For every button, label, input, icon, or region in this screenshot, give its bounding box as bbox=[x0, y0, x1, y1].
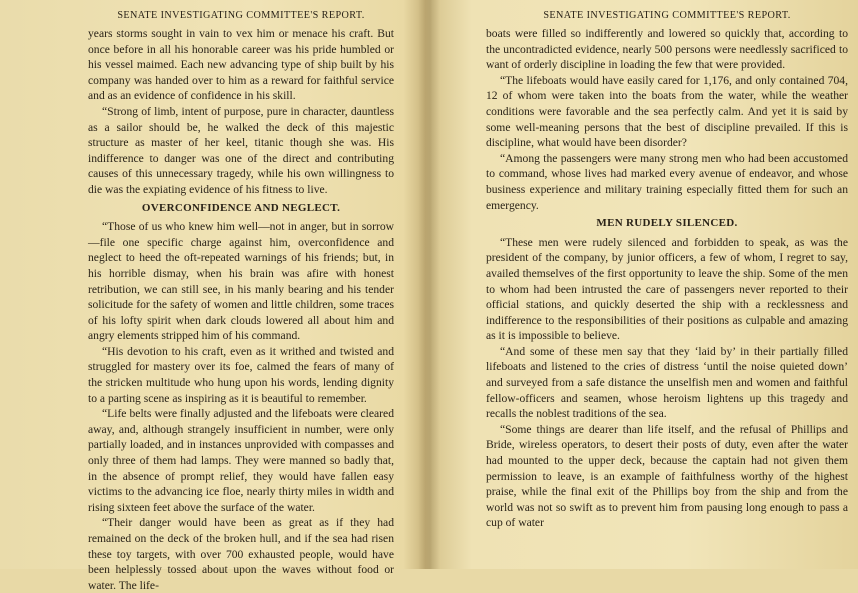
left-paragraph: “Their danger would have been as great as if they had remained on the deck of the broken hull, and if the sea had risen these toy targets, with over 700 exhausted people, would have been helplessly tossed about upon the waves without food or water. The life- bbox=[88, 516, 394, 592]
right-running-head: SENATE INVESTIGATING COMMITTEE'S REPORT. bbox=[543, 10, 791, 21]
left-page bbox=[88, 8, 394, 593]
book-gutter bbox=[418, 0, 440, 569]
left-paragraph: years storms sought in vain to vex him or menace his craft. But once before in all his honorable career was his pride humbled or his vessel maimed. Each new advancing type of ship built by his company was handed over to him as a reward for faithful service and as an evidence of confidence in his skill. bbox=[88, 27, 394, 103]
left-paragraph: “Those of us who knew him well—not in anger, but in sorrow—file one specific charge against him, overconfidence and neglect to heed the oft-repeated warnings of his friends; but, in his horrible dismay, when his brain was afire with honest retribution, we can still see, in his manly bearing and his tender solicitude for the safety of women and little children, some traces of his lofty spirit when dark clouds lowered all about him and angry elements stripped him of his command. bbox=[88, 220, 394, 343]
left-paragraph: “Life belts were finally adjusted and the lifeboats were cleared away, and, although strangely insufficient in number, were only partially loaded, and in instances unprovided with compasses and only three of them had lamps. They were manned so badly that, in the absence of prompt relief, they would have fallen easy victims to the advancing ice floe, nearly thirty miles in width and rising sixteen feet above the surface of the water. bbox=[88, 407, 394, 514]
right-paragraph: boats were filled so indifferently and lowered so quickly that, according to the uncontradicted evidence, nearly 500 persons were needlessly sacrificed to want of orderly discipline in loading the few that were provided. bbox=[486, 27, 848, 72]
right-paragraph: “The lifeboats would have easily cared for 1,176, and only contained 704, 12 of whom were taken into the boats from the water, while the weather conditions were favorable and the sea perfectly calm. And yet it is said by some well-meaning persons that the best of discipline prevailed. If this is discipline, what would have been disorder? bbox=[486, 73, 848, 150]
right-paragraph: “Some things are dearer than life itself, and the refusal of Phillips and Bride, wireless operators, to desert their posts of duty, even after the water had mounted to the upper deck, because the captain had not given them permission to leave, is an example of faithfulness worthy of the highest praise, while the final exit of the Phillips boy from the ship and from the world was not so swift as to prevent him from pausing long enough to pass a cup of water bbox=[486, 422, 848, 530]
right-page bbox=[486, 8, 848, 531]
right-paragraph: “These men were rudely silenced and forbidden to speak, as was the president of the company, by junior officers, a few of whom, I regret to say, availed themselves of the first opportunity to leave the ship. Some of the men to whom had been intrusted the care of passengers never reported to their official stations, and quickly deserted the ship with a recklessness and indifference to the responsibilities of their positions as culpable and amazing as it is impossible to believe. bbox=[486, 235, 848, 343]
left-section-heading: OVERCONFIDENCE AND NEGLECT. bbox=[141, 201, 341, 214]
right-paragraph: “And some of these men say that they ‘laid by’ in their partially filled lifeboats and listened to the cries of distress ‘until the noise quieted down’ and surveyed from a safe distance the unselfish men and women and faithful fellow-officers and seamen, whose heroism lightens up this tragedy and recalls the noblest traditions of the sea. bbox=[486, 344, 848, 421]
left-paragraph: “Strong of limb, intent of purpose, pure in character, dauntless as a sailor should be, he walked the deck of this majestic structure as master of her keel, titanic though she was. His indifference to danger was one of the direct and contributing causes of this unnecessary tragedy, while his own willingness to die was the expiating evidence of his fitness to live. bbox=[88, 104, 394, 196]
right-section-heading: MEN RUDELY SILENCED. bbox=[596, 217, 738, 230]
left-paragraph: “His devotion to his craft, even as it writhed and twisted and struggled for mastery over its foe, calmed the fears of many of the stricken multitude who hung upon his words, lending dignity to a parting scene as inspiring as it is beautiful to remember. bbox=[88, 344, 394, 405]
right-paragraph: “Among the passengers were many strong men who had been accustomed to command, whose lives had marked every avenue of endeavor, and whose business experience and military training especially fitted them for such an emergency. bbox=[486, 151, 848, 212]
left-running-head: SENATE INVESTIGATING COMMITTEE'S REPORT. bbox=[117, 10, 365, 21]
